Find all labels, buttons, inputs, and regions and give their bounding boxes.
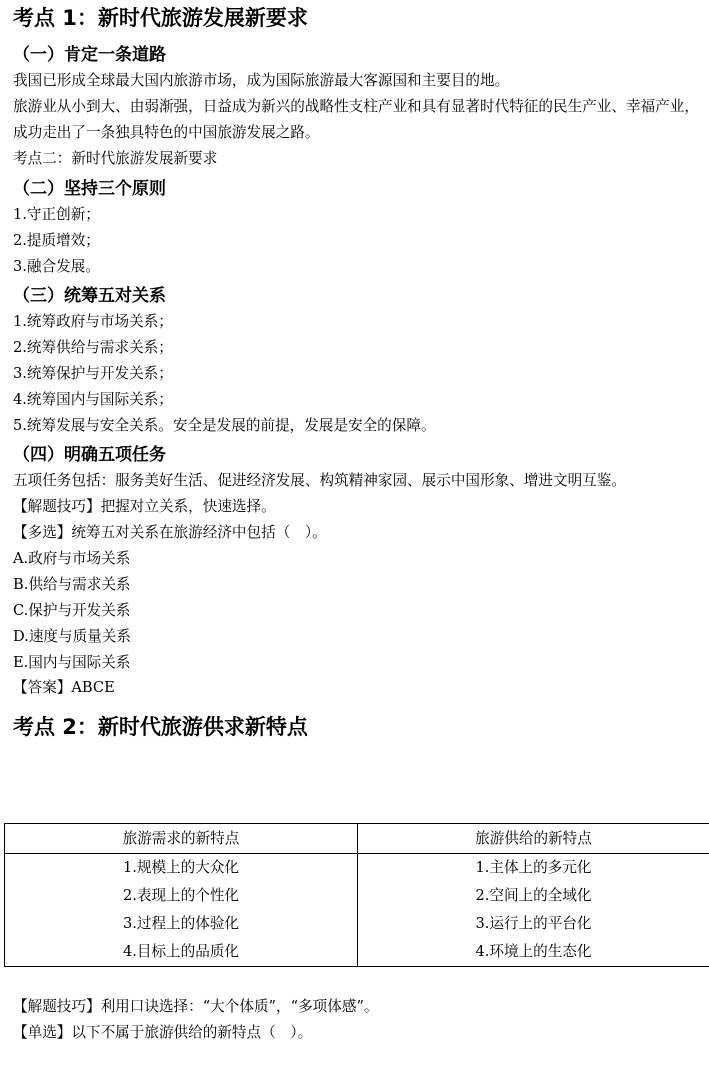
table-cell: 3.过程上的体验化 bbox=[5, 910, 358, 938]
sub1-heading: （一）肯定一条道路 bbox=[13, 45, 166, 65]
table-cell: 2.空间上的全域化 bbox=[357, 882, 709, 910]
tip-text: 【解题技巧】利用口诀选择：“大个体质”，“多项体感”。 bbox=[13, 998, 379, 1015]
option-a: A.政府与市场关系 bbox=[13, 550, 131, 568]
table-cell: 1.主体上的多元化 bbox=[357, 854, 709, 883]
list-item: 3.统筹保护与开发关系； bbox=[13, 364, 173, 382]
relations-list bbox=[13, 309, 709, 438]
section2-title: 考点 2：新时代旅游供求新特点 bbox=[13, 715, 308, 740]
table-row bbox=[5, 938, 709, 967]
table-cell: 1.规模上的大众化 bbox=[5, 854, 358, 883]
option-e: E.国内与国际关系 bbox=[13, 653, 131, 671]
table-row bbox=[5, 854, 709, 883]
table-header-row bbox=[5, 824, 709, 854]
features-table bbox=[4, 823, 709, 967]
list-item: 1.统筹政府与市场关系； bbox=[13, 313, 173, 331]
table-cell: 3.运行上的平台化 bbox=[357, 910, 709, 938]
document-page bbox=[13, 0, 709, 741]
table-cell: 4.环境上的生态化 bbox=[357, 938, 709, 967]
options-list bbox=[13, 546, 709, 675]
list-item: 3.融合发展。 bbox=[13, 257, 100, 275]
table-cell: 2.表现上的个性化 bbox=[5, 882, 358, 910]
option-b: B.供给与需求关系 bbox=[13, 576, 131, 594]
question-text: 【多选】统筹五对关系在旅游经济中包括（ ）。 bbox=[13, 524, 327, 542]
table-cell: 4.目标上的品质化 bbox=[5, 938, 358, 967]
option-d: D.速度与质量关系 bbox=[13, 627, 131, 645]
sub2-heading: （二）坚持三个原则 bbox=[13, 179, 166, 199]
tip-text: 【解题技巧】把握对立关系，快速选择。 bbox=[13, 498, 276, 516]
features-table-wrapper bbox=[4, 823, 709, 967]
section1-title: 考点 1：新时代旅游发展新要求 bbox=[13, 6, 308, 30]
option-c: C.保护与开发关系 bbox=[13, 601, 131, 619]
list-item: 5.统筹发展与安全关系。安全是发展的前提，发展是安全的保障。 bbox=[13, 416, 436, 434]
table-row bbox=[5, 910, 709, 938]
sub4-heading: （四）明确五项任务 bbox=[13, 445, 166, 466]
paragraph: 我国已形成全球最大国内旅游市场，成为国际旅游最大客源国和主要目的地。 bbox=[13, 72, 510, 89]
principles-list bbox=[13, 202, 709, 279]
post-table-text bbox=[13, 994, 709, 1046]
table-header-supply: 旅游供给的新特点 bbox=[357, 824, 709, 854]
list-item: 2.统筹供给与需求关系； bbox=[13, 339, 173, 357]
answer-text: 【答案】ABCE bbox=[13, 679, 115, 697]
list-item: 4.统筹国内与国际关系； bbox=[13, 390, 173, 408]
paragraph: 考点二：新时代旅游发展新要求 bbox=[13, 150, 218, 167]
paragraph: 旅游业从小到大、由弱渐强，日益成为新兴的战略性支柱产业和具有显著时代特征的民生产业、幸福产业，成功走出了一条独具特色的中国旅游发展之路。 bbox=[13, 98, 699, 141]
list-item: 2.提质增效； bbox=[13, 231, 100, 249]
question-text: 【单选】以下不属于旅游供给的新特点（ ）。 bbox=[13, 1024, 313, 1041]
sub3-heading: （三）统筹五对关系 bbox=[13, 286, 166, 307]
table-header-demand: 旅游需求的新特点 bbox=[5, 824, 358, 854]
list-item: 1.守正创新； bbox=[13, 206, 100, 223]
table-row bbox=[5, 882, 709, 910]
tasks-paragraph: 五项任务包括：服务美好生活、促进经济发展、构筑精神家园、展示中国形象、增进文明互鉴。 bbox=[13, 472, 626, 490]
